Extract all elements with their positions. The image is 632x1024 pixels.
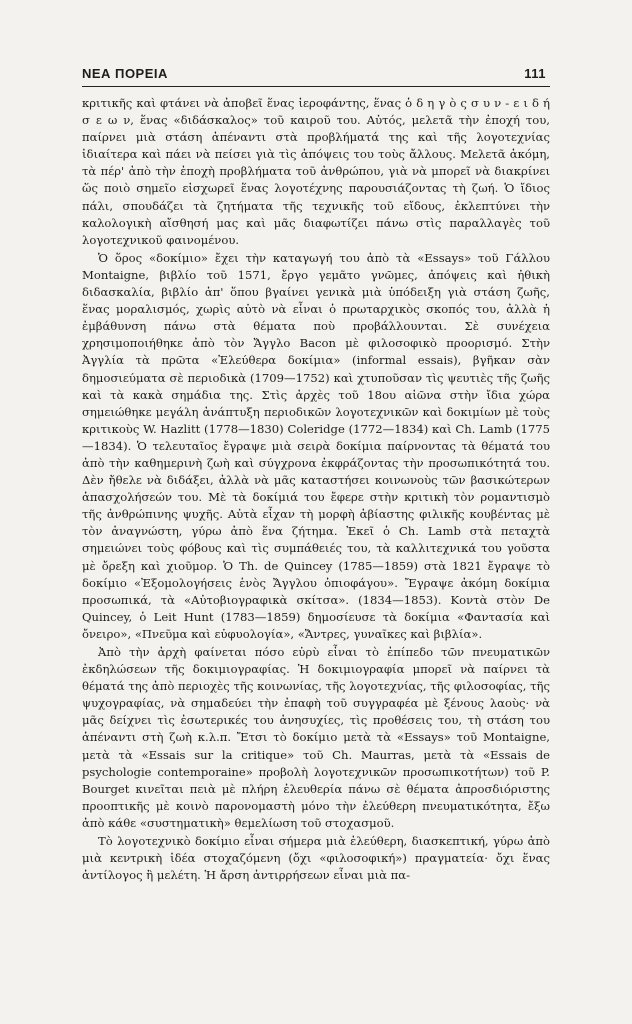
paragraph: κριτικῆς καὶ φτάνει νὰ ἀποβεῖ ἕνας ἱεροφάντης, ἕνας ὁ δ η γ ὸ ς σ υ ν - ε ι δ ή σ ε ω ν, ἕνας «διδάσκαλος» τοῦ καιροῦ του. Αὐτός, μελετᾶ τὴν ἐποχή του, παίρνει μιὰ στάση ἀπέναντι στὰ προβλήματά της καὶ τῆς λογοτεχνίας ἰδιαίτερα καὶ πάει νὰ πείσει γιὰ τὶς ἀπόψεις του τοὺς ἄλλους. Μελετᾶ ἀκόμη, τὰ πέρ' ἀπὸ τὴν ἐποχὴ προβλήματα τοῦ ἀνθρώπου, γιὰ νὰ μπορεῖ νὰ διακρίνει ὥς ποιὸ σημεῖο εἰσχωρεῖ ἕνας λογοτέχνης παρουσιάζοντας τὴ ζωή. Ὁ ἴδιος πάλι, σπουδάζει τὰ ζητήματα τῆς τεχνικῆς τοῦ εἴδους, ἐκλεπτύνει τὴν καλολογικὴ αἴσθησή μας καὶ μᾶς διαφωτίζει πάνω στὶς παραλλαγὲς τοῦ λογοτεχνικοῦ φαινομένου. <box>82 96 550 247</box>
running-header <box>82 66 550 87</box>
journal-title: ΝΕΑ ΠΟΡΕΙΑ <box>82 66 168 81</box>
document-page <box>82 66 550 884</box>
paragraph: Τὸ λογοτεχνικὸ δοκίμιο εἶναι σήμερα μιὰ ἐλεύθερη, διασκεπτική, γύρω ἀπὸ μιὰ κεντρικὴ ἰδέα στοχαζόμενη (ὄχι «φιλοσοφική») πραγματεία· ὄχι ἕνας ἀντίλογος ἢ μελέτη. Ἡ ἄρση ἀντιρρήσεων εἶναι μιὰ πα- <box>82 834 550 883</box>
paragraph: Ὁ ὅρος «δοκίμιο» ἔχει τὴν καταγωγή του ἀπὸ τὰ «Essays» τοῦ Γάλλου Montaigne, βιβλίο τοῦ 1571, ἔργο γεμᾶτο γνῶμες, ἀπόψεις καὶ ἠθικὴ διδασκαλία, βιβλίο ἀπ' ὅπου βγαίνει γενικὰ μιὰ ὑπόδειξη γιὰ στάση ζωῆς, ἕνας μοραλισμός, χωρὶς αὐτὸ νὰ εἶναι ὁ πρωταρχικὸς σκοπός του, ἀλλὰ ἡ ἐμβάθυνση πάνω στὰ θέματα ποὺ προβάλλουνται. Σὲ συνέχεια χρησιμοποιήθηκε ἀπὸ τὸν Ἄγγλο Bacon μὲ φιλοσοφικὸ προορισμό. Στὴν Ἀγγλία τὰ πρῶτα «Ἐλεύθερα δοκίμια» (informal essais), βγῆκαν σὰν δημοσιεύματα σὲ περιοδικὰ (1709—1752) καὶ χτυποῦσαν τὶς ψευτιὲς τῆς ζωῆς καὶ τὰ κακὰ σημάδια της. Στὶς ἀρχὲς τοῦ 18ου αἰῶνα στὴν ἴδια χώρα σημειώθηκε μεγάλη ἀνάπτυξη περιοδικῶν λογοτεχνικῶν καὶ δοκιμίων μὲ τοὺς κριτικοὺς W. Hazlitt (1778—1830) Coleridge (1772—1834) καὶ Ch. Lamb (1775—1834). Ὁ τελευταῖος ἔγραψε μιὰ σειρὰ δοκίμια παίρνοντας τὰ θέματά του ἀπὸ τὴν καθημερινὴ ζωὴ καὶ σύγχρονα ἐκφράζοντας τὴν προσωπικότητά του. Δὲν ἤθελε νὰ διδάξει, ἀλλὰ νὰ μᾶς καταστήσει κοινωνοὺς τῶν βασικώτερων ἀπασχολήσεών του. Μὲ τὰ δοκίμιά του ἔφερε στὴν κριτικὴ τὸν ρομαντισμὸ τῆς ἀνθρώπινης ψυχῆς. Αὐτὰ εἶχαν τὴ μορφὴ ἀβίαστης φιλικῆς κουβέντας μὲ τὸν ἀναγνώστη, γύρω ἀπὸ ἕνα ζήτημα. Ἐκεῖ ὁ Ch. Lamb στὰ πεταχτὰ σημειώνει τοὺς φόβους καὶ τὶς συμπάθειές του, τὰ καλλιτεχνικά του γοῦστα μὲ ὄρεξη καὶ χιοῦμορ. Ὁ Th. de Quincey (1785—1859) στὰ 1821 ἔγραψε τὸ δοκίμιο «Ἐξομολογήσεις ἑνὸς Ἄγγλου ὀπιοφάγου». Ἔγραψε ἀκόμη δοκίμια προσωπικά, τὰ «Αὐτοβιογραφικὰ σκίτσα». (1834—1853). Κοντὰ στὸν De Quincey, ὁ Leit Hunt (1783—1859) δημοσίευσε τὰ δοκίμια «Φαντασία καὶ ὄνειρο», «Πνεῦμα καὶ εὐφυολογία», «Ἄντρες, γυναῖκες καὶ βιβλία». <box>82 250 550 641</box>
page-number: 111 <box>524 66 546 81</box>
paragraph: Ἀπὸ τὴν ἀρχὴ φαίνεται πόσο εὐρὺ εἶναι τὸ ἐπίπεδο τῶν πνευματικῶν ἐκδηλώσεων τῆς δοκιμιογραφίας. Ἡ δοκιμιογραφία μπορεῖ νὰ παίρνει τὰ θέματά της ἀπὸ περιοχὲς τῆς κοινωνίας, τῆς λογοτεχνίας, τῆς φιλοσοφίας, τῆς ψυχογραφίας, νὰ σημαδεύει τὴν ἐπαφὴ τοῦ συγγραφέα μὲ ξένους λαοὺς· νὰ μᾶς δείχνει τὶς ἐσωτερικές του ἀνησυχίες, τὶς προθέσεις του, τὴ στάση του ἀπέναντι στὴ ζωὴ κ.λ.π. Ἔτσι τὸ δοκίμιο μετὰ τὰ «Essays» τοῦ Montaigne, μετὰ τὰ «Essais sur la critique» τοῦ Ch. Maurras, μετὰ τὰ «Essais de psychologie contemporaine» προβολὴ λογοτεχνικῶν προσωπικοτήτων) τοῦ P. Bourget κινεῖται πειὰ μὲ πλήρη ἐλευθερία πάνω σὲ θέματα ἀπροσδιόριστης προοπτικῆς μὲ κοινὸ παρονομαστὴ μόνο τὴν ἐλεύθερη πνευματικότητα, ἔξω ἀπὸ κάθε «συστηματικὴ» θεμελίωση τοῦ στοχασμοῦ. <box>82 645 550 830</box>
body-text <box>82 95 550 884</box>
